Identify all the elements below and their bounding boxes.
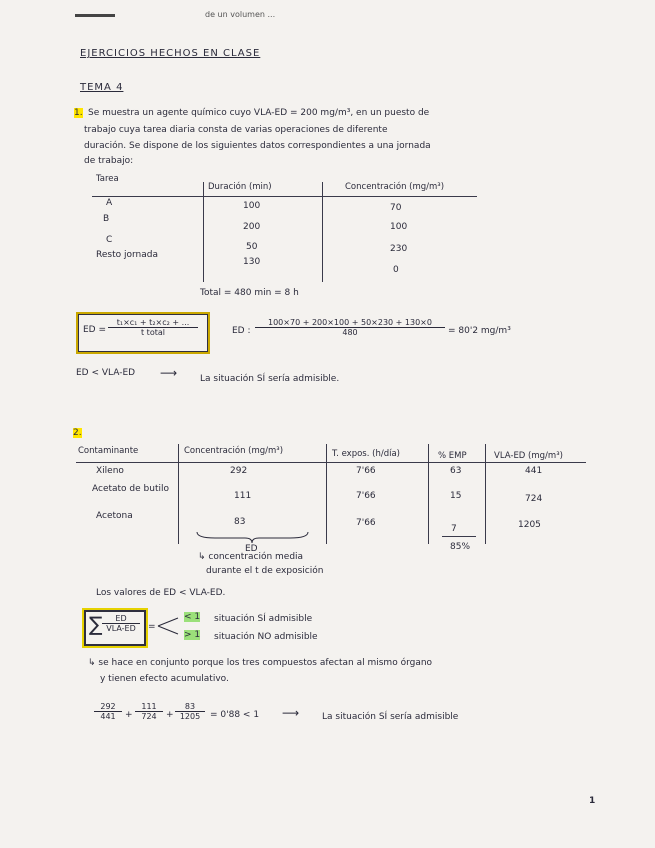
- ex2-header-vla: VLA-ED (mg/m³): [494, 451, 563, 461]
- sum-branch-path: [158, 618, 178, 634]
- ed-formula-denominator: t total: [141, 328, 165, 337]
- ex2-row-acetato-emp: 15: [450, 491, 462, 501]
- emp-total: 85%: [450, 542, 471, 552]
- ex1-header-duracion: Duración (min): [208, 182, 272, 192]
- sum-symbol: ∑: [89, 612, 103, 636]
- ex1-statement-4: de trabajo:: [84, 156, 134, 166]
- sum-denominator: VLA-ED: [106, 624, 136, 633]
- ex2-note-2: durante el t de exposición: [206, 566, 324, 576]
- ex2-col-rule-3: [428, 444, 429, 544]
- ex1-col-rule-1: [203, 182, 204, 282]
- section-title: TEMA 4: [80, 82, 124, 93]
- ed-formula-numerator: t₁×c₁ + t₂×c₂ + ...: [108, 318, 198, 328]
- final-frac-2: [135, 702, 163, 721]
- ed-calc-denominator: 480: [342, 328, 358, 337]
- ex2-explain-1: ↳ se hace en conjunto porque los tres compuestos afectan al mismo órgano: [88, 658, 433, 668]
- ex2-header-contaminante: Contaminante: [78, 446, 139, 456]
- ex1-statement-1: Se muestra un agente químico cuyo VLA-ED = 200 mg/m³, en un puesto de: [88, 108, 430, 118]
- ex2-row-acetona-emp: 7: [451, 524, 457, 534]
- final-frac-3-den: 1205: [179, 712, 201, 721]
- opt1-text: situación SÍ admisible: [214, 614, 313, 624]
- ed-calc-result: = 80'2 mg/m³: [448, 326, 511, 336]
- ex1-statement-2: trabajo cuya tarea diaria consta de varias operaciones de diferente: [84, 125, 388, 135]
- final-result: = 0'88 < 1: [210, 710, 260, 720]
- ex2-note-1: ↳ concentración media: [198, 552, 304, 562]
- ex1-row-resto-conc: 0: [393, 265, 399, 275]
- opt2-text: situación NO admisible: [214, 632, 318, 642]
- ex2-col-rule-1: [178, 444, 179, 544]
- final-frac-2-den: 724: [141, 712, 157, 721]
- ex1-conclusion-left: ED < VLA-ED: [76, 368, 136, 378]
- ex2-row-acetato-conc: 111: [234, 491, 252, 501]
- final-arrow: ⟶: [282, 706, 300, 720]
- top-scribble: [75, 14, 115, 17]
- ed-calc-label: ED :: [232, 326, 251, 336]
- final-frac-2-num: 111: [135, 702, 163, 712]
- ex1-row-a-tarea: A: [106, 198, 113, 208]
- final-plus-2: +: [166, 710, 174, 720]
- ex2-number: [73, 428, 82, 438]
- sum-branch: [156, 614, 182, 638]
- page-number: 1: [589, 796, 596, 806]
- final-frac-3: [175, 702, 205, 721]
- ex2-col-rule-2: [326, 444, 327, 544]
- page-title: EJERCICIOS HECHOS EN CLASE: [80, 48, 261, 59]
- top-fragment: de un volumen ...: [205, 10, 276, 19]
- ex2-explain-2: y tienen efecto acumulativo.: [100, 674, 229, 684]
- ed-calc-fraction: [255, 318, 445, 337]
- ex2-row-acetona-name: Acetona: [96, 511, 133, 521]
- ex1-number-highlight: 1.: [74, 108, 83, 118]
- final-frac-3-num: 83: [175, 702, 205, 712]
- opt2-key: [184, 630, 200, 640]
- ex1-row-c-tarea: C: [106, 235, 113, 245]
- ex2-row-xileno-t: 7'66: [356, 466, 376, 476]
- ed-brace-label: ED: [245, 544, 258, 554]
- ex1-total: Total = 480 min = 8 h: [200, 288, 299, 298]
- ex1-header-rule: [92, 196, 477, 197]
- ex2-col-rule-4: [485, 444, 486, 544]
- ex1-conclusion-right: La situación SÍ sería admisible.: [200, 374, 340, 384]
- ed-brace: [195, 530, 310, 544]
- sum-equals: =: [148, 622, 156, 632]
- ex2-row-acetato-vla: 724: [525, 494, 543, 504]
- ex1-conclusion-arrow: ⟶: [160, 366, 178, 380]
- ed-formula-label: ED =: [83, 325, 107, 335]
- ex2-row-xileno-emp: 63: [450, 466, 462, 476]
- emp-sum-rule: [442, 536, 476, 537]
- opt2-key-highlight: > 1: [184, 630, 201, 640]
- ex2-row-xileno-conc: 292: [230, 466, 248, 476]
- ex2-header-conc: Concentración (mg/m³): [184, 446, 284, 456]
- ex2-row-acetato-name: Acetato de butilo: [92, 484, 169, 494]
- ex2-header-rule: [76, 462, 586, 463]
- ex2-row-xileno-name: Xileno: [96, 466, 124, 476]
- final-text: La situación SÍ sería admisible: [322, 712, 459, 722]
- opt1-key: [184, 612, 200, 622]
- ex1-header-conc: Concentración (mg/m³): [345, 182, 445, 192]
- ex2-header-texpos: T. expos. (h/día): [332, 449, 400, 459]
- ed-brace-path: [197, 532, 308, 543]
- ex2-values-line: Los valores de ED < VLA-ED.: [96, 588, 226, 598]
- ex2-header-emp: % EMP: [438, 451, 467, 461]
- ex1-row-b-conc: 100: [390, 222, 408, 232]
- ex1-row-c-conc: 230: [390, 244, 408, 254]
- ex1-statement-3: duración. Se dispone de los siguientes datos correspondientes a una jornada: [84, 141, 431, 151]
- sum-numerator: ED: [102, 614, 140, 624]
- ex2-number-highlight: 2.: [73, 428, 82, 438]
- ex1-number: [74, 108, 83, 118]
- final-frac-1-den: 441: [100, 712, 116, 721]
- ex2-row-xileno-vla: 441: [525, 466, 543, 476]
- ex1-row-a-conc: 70: [390, 203, 402, 213]
- ex1-row-a-dur: 100: [243, 201, 261, 211]
- ex1-row-c-dur: 50: [246, 242, 258, 252]
- ex2-row-acetona-vla: 1205: [518, 520, 541, 530]
- ex2-row-acetona-conc: 83: [234, 517, 246, 527]
- ex1-header-tarea: Tarea: [96, 174, 119, 184]
- sum-fraction: [102, 614, 140, 633]
- opt1-key-highlight: < 1: [184, 612, 201, 622]
- ex1-col-rule-2: [322, 182, 323, 282]
- ex2-row-acetona-t: 7'66: [356, 518, 376, 528]
- ex1-row-resto-tarea: Resto jornada: [96, 250, 158, 260]
- ex2-row-acetato-t: 7'66: [356, 491, 376, 501]
- final-frac-1: [94, 702, 122, 721]
- ex1-row-resto-dur: 130: [243, 257, 261, 267]
- final-frac-1-num: 292: [94, 702, 122, 712]
- ed-formula-fraction: [108, 318, 198, 337]
- ex1-row-b-dur: 200: [243, 222, 261, 232]
- ex1-row-b-tarea: B: [103, 214, 110, 224]
- final-plus-1: +: [125, 710, 133, 720]
- ed-calc-numerator: 100×70 + 200×100 + 50×230 + 130×0: [255, 318, 445, 328]
